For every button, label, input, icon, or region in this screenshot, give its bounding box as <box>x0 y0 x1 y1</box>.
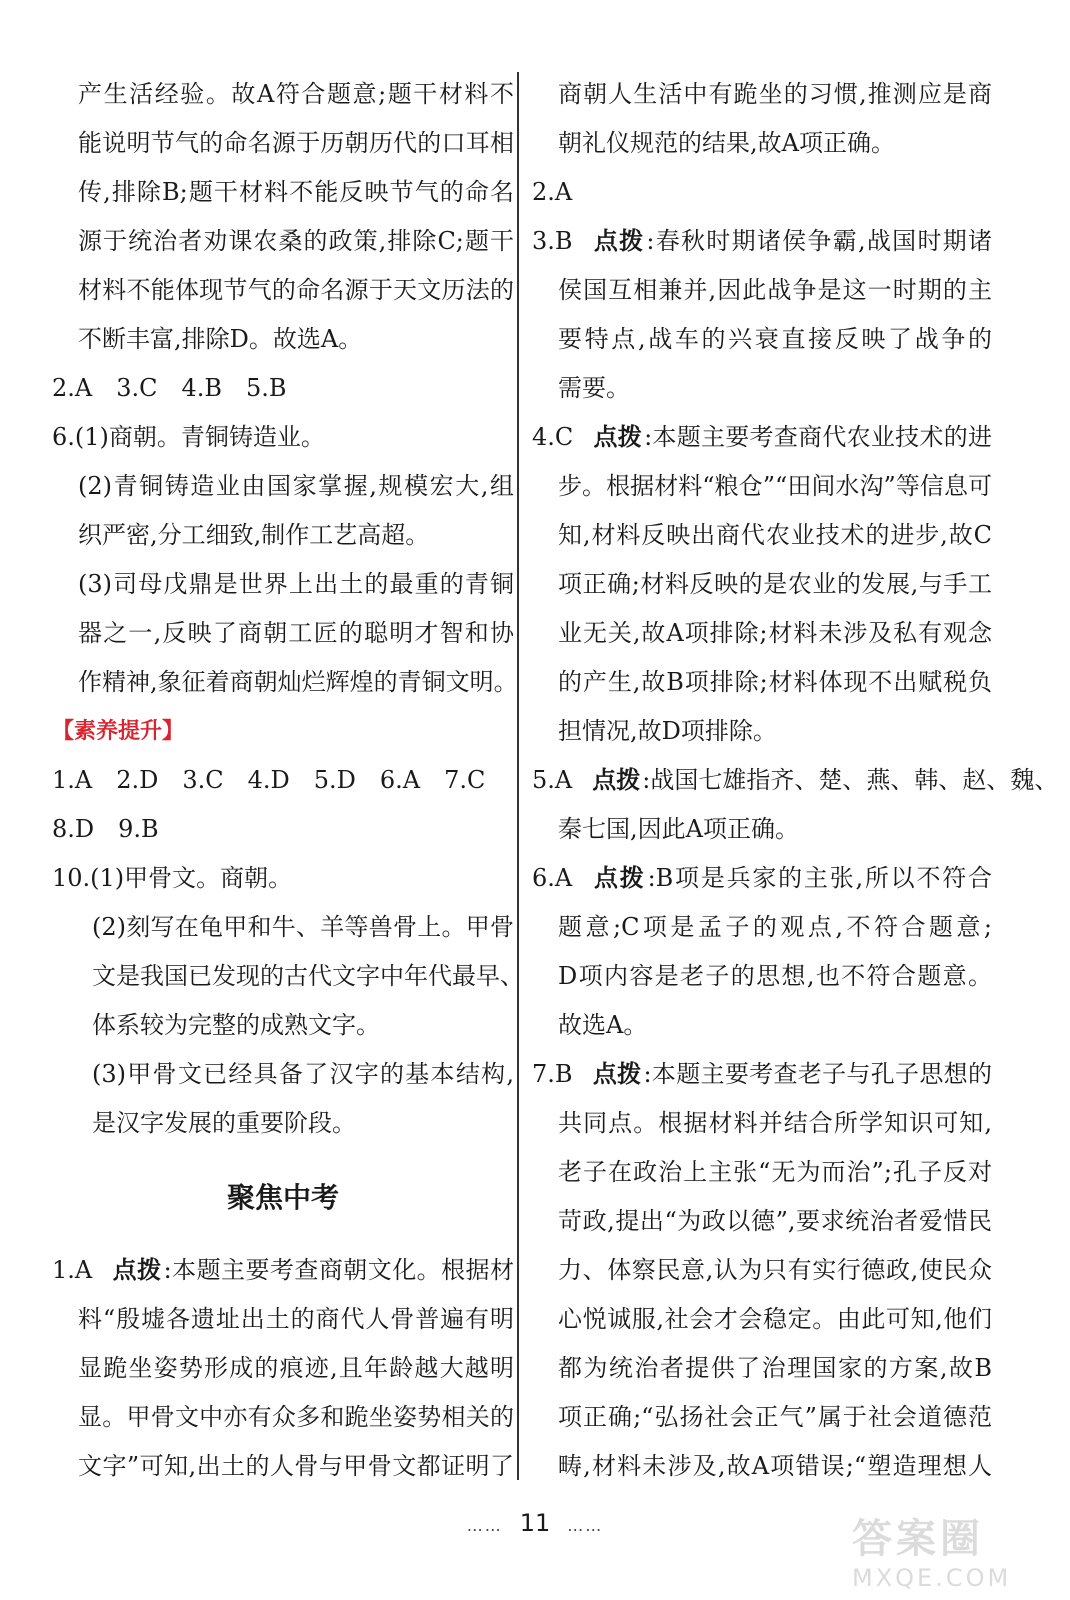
answer-line <box>532 217 992 266</box>
text-line: 苛政,提出“为政以德”,要求统治者爱惜民 <box>558 1207 992 1235</box>
answer-number: 6.A <box>532 864 573 892</box>
text-line: 商朝人生活中有跪坐的习惯,推测应是商 <box>558 80 992 108</box>
text-line: 不断丰富,排除D。故选A。 <box>78 325 363 353</box>
text-line: D项内容是老子的思想,也不符合题意。 <box>558 962 992 990</box>
text-line: 畴,材料未涉及,故A项错误;“塑造理想人 <box>558 1452 992 1480</box>
answer-line: 2.A <box>532 178 573 206</box>
text-line: (3)甲骨文已经具备了汉字的基本结构, <box>92 1060 514 1088</box>
text-line: 要特点,战车的兴衰直接反映了战争的 <box>558 325 992 353</box>
text-line: 体系较为完整的成熟文字。 <box>92 1011 380 1039</box>
answer-line: 10.(1)甲骨文。商朝。 <box>52 864 293 892</box>
hint-label: 点拨 <box>592 1060 642 1088</box>
text-line: 织严密,分工细致,制作工艺高超。 <box>78 521 430 549</box>
text-line: 都为统治者提供了治理国家的方案,故B <box>558 1354 992 1382</box>
text-line: 故选A。 <box>558 1011 648 1039</box>
answer-line: 1.A 2.D 3.C 4.D 5.D 6.A 7.C <box>52 766 486 794</box>
text-line: 项正确;“弘扬社会正气”属于社会道德范 <box>558 1403 992 1431</box>
footer-dots-left: …… <box>466 1516 503 1535</box>
answer-number: 1.A <box>52 1256 93 1284</box>
text-line: 业无关,故A项排除;材料未涉及私有观念 <box>558 619 992 647</box>
text-line: 器之一,反映了商朝工匠的聪明才智和协 <box>78 619 514 647</box>
text-line: 担情况,故D项排除。 <box>558 717 777 745</box>
column-divider <box>517 72 519 1480</box>
text-line: 料“殷墟各遗址出土的商代人骨普遍有明 <box>78 1305 514 1333</box>
answer-line <box>52 1246 514 1295</box>
text-line: 心悦诚服,社会才会稳定。由此可知,他们 <box>558 1305 992 1333</box>
hint-label: 点拨 <box>112 1256 162 1284</box>
answer-line <box>532 756 1059 805</box>
answer-text: :春秋时期诸侯争霸,战国时期诸 <box>646 227 993 255</box>
text-line: 秦七国,因此A项正确。 <box>558 815 799 843</box>
text-line: 需要。 <box>558 374 630 402</box>
hint-label: 点拨 <box>592 864 646 892</box>
text-line: 朝礼仪规范的结果,故A项正确。 <box>558 129 895 157</box>
answer-text: :本题主要考查商朝文化。根据材 <box>163 1256 514 1284</box>
hint-label: 点拨 <box>592 766 641 794</box>
left-column <box>52 70 524 1491</box>
answer-text: :战国七雄指齐、楚、燕、韩、赵、魏、 <box>642 766 1059 794</box>
watermark-top: 答案圈 <box>852 1516 984 1562</box>
section-heading: 聚焦中考 <box>226 1181 339 1214</box>
text-line: (2)刻写在龟甲和牛、羊等兽骨上。甲骨 <box>92 913 514 941</box>
answer-line <box>532 1050 992 1099</box>
answer-text: :B项是兵家的主张,所以不符合 <box>647 864 992 892</box>
text-line: 传,排除B;题干材料不能反映节气的命名 <box>78 178 514 206</box>
hint-label: 点拨 <box>593 423 643 451</box>
text-line: 步。根据材料“粮仓”“田间水沟”等信息可 <box>558 472 992 500</box>
text-line: 显跪坐姿势形成的痕迹,且年龄越大越明 <box>78 1354 514 1382</box>
text-line: 显。甲骨文中亦有众多和跪坐姿势相关的 <box>78 1403 514 1431</box>
text-line: 项正确;材料反映的是农业的发展,与手工 <box>558 570 992 598</box>
right-column <box>532 70 1059 1491</box>
answer-line: 6.(1)商朝。青铜铸造业。 <box>52 423 325 451</box>
answer-number: 4.C <box>532 423 574 451</box>
text-line: (2)青铜铸造业由国家掌握,规模宏大,组 <box>78 472 514 500</box>
page-number: 11 <box>519 1509 551 1537</box>
text-line: 知,材料反映出商代农业技术的进步,故C <box>558 521 992 549</box>
answer-line <box>532 854 992 903</box>
answer-text: :本题主要考查商代农业技术的进 <box>644 423 993 451</box>
text-line: 共同点。根据材料并结合所学知识可知, <box>558 1109 992 1137</box>
text-line: 文是我国已发现的古代文字中年代最早、 <box>92 962 524 990</box>
answer-line: 2.A 3.C 4.B 5.B <box>52 374 287 402</box>
section-tag: 【素养提升】 <box>52 719 185 744</box>
text-line: 文字”可知,出土的人骨与甲骨文都证明了 <box>78 1452 514 1480</box>
text-line: 的产生,故B项排除;材料体现不出赋税负 <box>558 668 992 696</box>
text-line: 能说明节气的命名源于历朝历代的口耳相 <box>78 129 514 157</box>
text-line: 是汉字发展的重要阶段。 <box>92 1109 356 1137</box>
answer-number: 3.B <box>532 227 573 255</box>
text-line: 题意;C项是孟子的观点,不符合题意; <box>558 913 992 941</box>
text-line: 作精神,象征着商朝灿烂辉煌的青铜文明。 <box>78 668 518 696</box>
text-line: 老子在政治上主张“无为而治”;孔子反对 <box>558 1158 992 1186</box>
answer-number: 5.A <box>532 766 573 794</box>
watermark-logo <box>852 1507 1052 1592</box>
text-line: 源于统治者劝课农桑的政策,排除C;题干 <box>78 227 514 255</box>
answer-number: 7.B <box>532 1060 573 1088</box>
text-line: 力、体察民意,认为只有实行德政,使民众 <box>558 1256 992 1284</box>
footer-dots-right: …… <box>567 1516 604 1535</box>
hint-label: 点拨 <box>592 227 645 255</box>
text-line: 产生活经验。故A符合题意;题干材料不 <box>78 80 514 108</box>
text-line: (3)司母戊鼎是世界上出土的最重的青铜 <box>78 570 514 598</box>
answer-line <box>532 413 992 462</box>
answer-text: :本题主要考查老子与孔子思想的 <box>643 1060 992 1088</box>
answer-line: 8.D 9.B <box>52 815 159 843</box>
watermark-bottom: MXQE.COM <box>852 1564 1012 1592</box>
text-line: 材料不能体现节气的命名源于天文历法的 <box>78 276 514 304</box>
text-line: 侯国互相兼并,因此战争是这一时期的主 <box>558 276 992 304</box>
